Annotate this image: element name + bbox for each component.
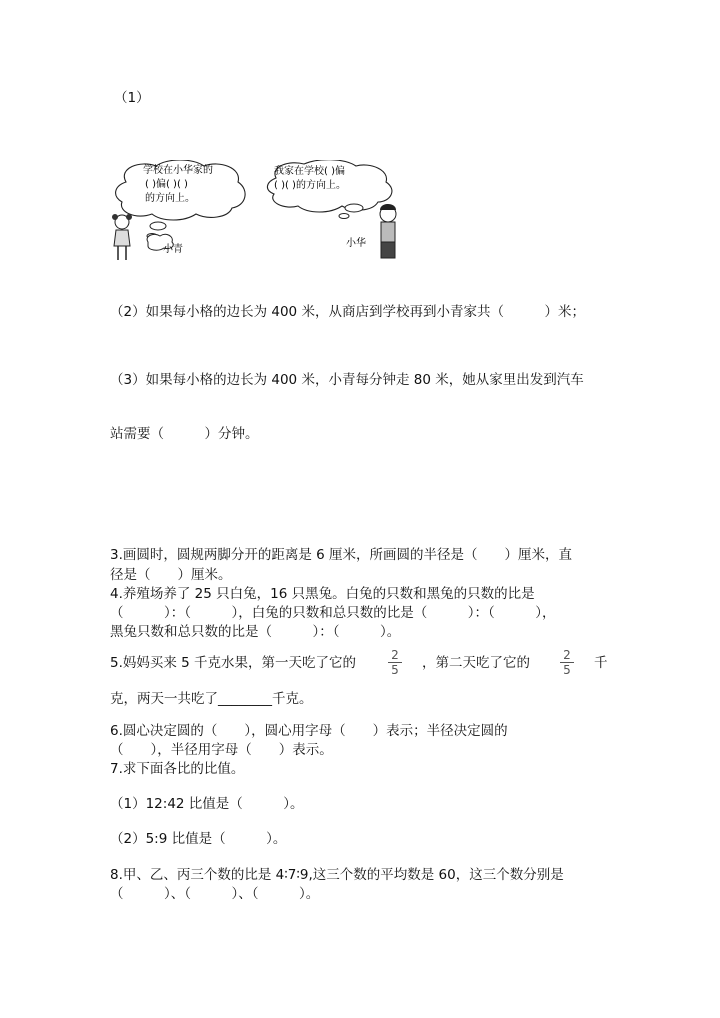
q2-sub3-line1: （3）如果每小格的边长为 400 米，小青每分钟走 80 米，她从家里出发到汽车: [110, 372, 584, 388]
q2-sub3-line2: 站需要（ ）分钟。: [110, 426, 259, 442]
svg-text:( )偏( )( ): ( )偏( )( ): [145, 179, 188, 190]
q4-line2: （ ）：（ ），白兔的只数和总只数的比是（ ）：（ ），: [110, 605, 556, 621]
svg-text:( )( )的方向上。: ( )( )的方向上。: [274, 180, 346, 191]
boy-figure: [380, 204, 396, 258]
q5-part1: 5.妈妈买来 5 千克水果，第一天吃了它的: [110, 655, 357, 671]
svg-text:学校在小华家的: 学校在小华家的: [143, 165, 213, 176]
q8-line1: 8.甲、乙、丙三个数的比是 4∶7∶9,这三个数的平均数是 60，这三个数分别是: [110, 867, 564, 883]
q6-line1: 6.圆心决定圆的（ ），圆心用字母（ ）表示；半径决定圆的: [110, 723, 508, 739]
q5-part2: ，第二天吃了它的: [422, 655, 530, 671]
svg-text:我家在学校( )偏: 我家在学校( )偏: [274, 166, 345, 177]
svg-text:的方向上。: 的方向上。: [145, 193, 195, 204]
q5-fraction-1: [388, 649, 402, 676]
q5-frac2-numerator: 2: [563, 648, 571, 662]
q5-part3: 千: [594, 655, 608, 671]
q5-frac1-denominator: 5: [391, 663, 399, 677]
q6-line2: （ ），半径用字母（ ）表示。: [110, 742, 333, 758]
q8-line2: （ ）、（ ）、（ ）。: [110, 886, 320, 902]
girl-figure: [112, 214, 132, 260]
q5-frac2-denominator: 5: [563, 663, 571, 677]
q4-line1: 4.养殖场养了 25 只白兔，16 只黑兔。白兔的只数和黑兔的只数的比是: [110, 586, 535, 602]
q3-line1: 3.画圆时，圆规两脚分开的距离是 6 厘米，所画圆的半径是（ ）厘米，直: [110, 547, 573, 563]
q3-line2: 径是（ ）厘米。: [110, 567, 232, 583]
q5-line2: 克，两天一共吃了________千克。: [110, 691, 313, 707]
q5-fraction-2: [560, 649, 574, 676]
direction-illustration: [108, 160, 398, 270]
q2-sub1-label: （1）: [114, 90, 150, 106]
q7-sub1: （1）12:42 比值是（ ）。: [110, 796, 304, 812]
q7-sub2: （2）5:9 比值是（ ）。: [110, 831, 287, 847]
q2-sub2: （2）如果每小格的边长为 400 米，从商店到学校再到小青家共（ ）米；: [110, 304, 585, 320]
q5-frac1-numerator: 2: [391, 648, 399, 662]
svg-text:小青: 小青: [163, 244, 183, 255]
q7-title: 7.求下面各比的比值。: [110, 761, 245, 777]
q4-line3: 黑兔只数和总只数的比是（ ）：（ ）。: [110, 624, 401, 640]
svg-text:小华: 小华: [346, 238, 366, 249]
